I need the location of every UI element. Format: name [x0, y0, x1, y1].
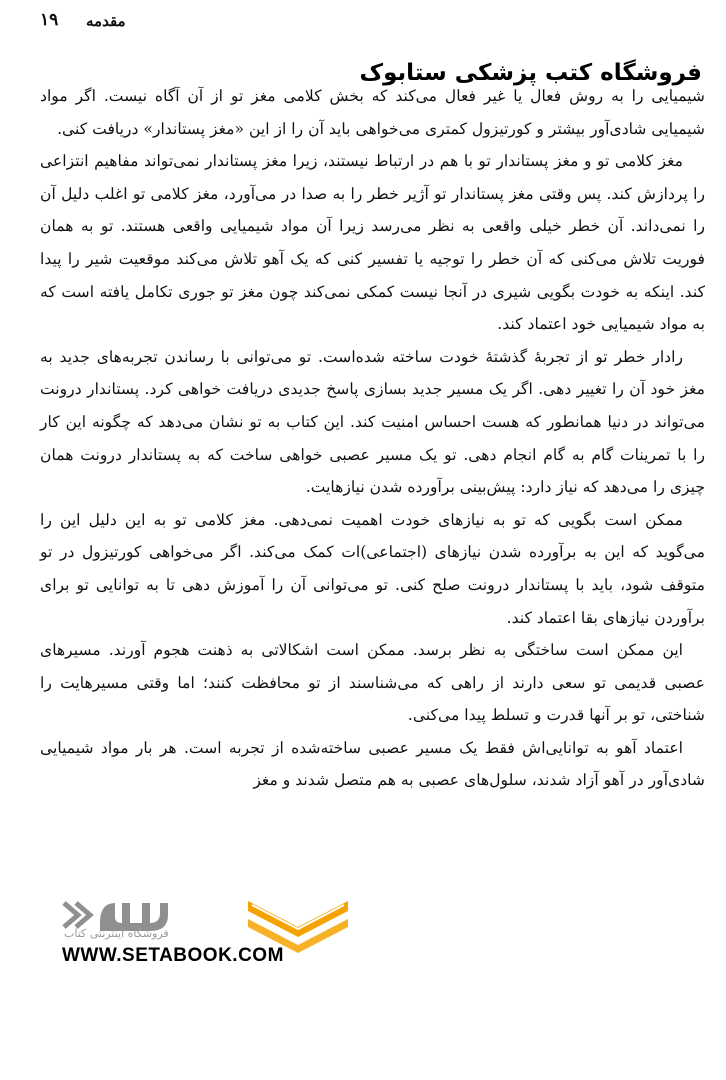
- paragraph-1: شیمیایی را به روش فعال یا غیر فعال می‌کند که بخش کلامی مغز تو از آن آگاه نیست. اگر مواد شیمیایی شادی‌آور بیشتر و کورتیزول کمتری می‌خواهی باید آن را از این «مغز پستاندار» دریافت کنی.: [40, 87, 705, 138]
- watermark-url: WWW.SETABOOK.COM: [62, 945, 284, 966]
- page-number: ۱۹: [40, 10, 59, 30]
- book-emblem-icon: [238, 887, 358, 957]
- paragraph-5: این ممکن است ساختگی به نظر برسد. ممکن است اشکالاتی به ذهنت هجوم آورند. مسیرهای عصبی قدیمی تو سعی دارند از راهی که می‌شناسند از تو محافظت کنند؛ اما وقتی مسیرهایت را شناختی، تو بر آنها قدرت و تسلط پیدا می‌کنی.: [40, 641, 705, 725]
- page-header: [0, 8, 726, 34]
- store-title-overlay: فروشگاه کتب پزشکی ستابوک: [359, 60, 702, 86]
- paragraph-4: ممکن است بگویی که تو به نیازهای خودت اهمیت نمی‌دهی. مغز کلامی تو به این دلیل این را می‌گوید که این به برآورده شدن نیازهای (اجتماعی)ات کمک می‌کند. اگر می‌خواهی کورتیزول در تو متوقف شود، باید با پستاندار درونت صلح کنی. تو می‌توانی آن را آموزش دهی تا به توانایی تو برای برآوردن نیازهای بقا اعتماد کند.: [40, 510, 705, 627]
- body-text: [40, 80, 705, 797]
- paragraph-3: رادار خطر تو از تجربهٔ گذشتهٔ خودت ساخته شده‌است. تو می‌توانی با رساندن تجربه‌های جدید به مغز خود آن را تغییر دهی. اگر یک مسیر جدید بسازی پاسخ جدیدی دریافت خواهی کرد. پستاندار درونت می‌تواند در دنیا همانطور که هست احساس امنیت کند. این کتاب به تو نشان می‌دهد که چگونه این کار را با تمرینات گام به گام انجام دهی. تو یک مسیر عصبی خواهی ساخت که به پستاندار درونت همان چیزی را می‌دهد که نیاز دارد: پیش‌بینی برآورده شدن نیازهایت.: [40, 347, 705, 497]
- setabook-watermark: [50, 895, 350, 985]
- paragraph-6: اعتماد آهو به توانایی‌اش فقط یک مسیر عصبی ساخته‌شده از تجربه است. هر بار مواد شیمیایی شادی‌آور در آهو آزاد شدند، سلول‌های عصبی به هم متصل شدند و مغز: [40, 738, 705, 790]
- watermark-subtitle: فروشگاه اینترنتی کتاب: [64, 927, 169, 940]
- chapter-title: مقدمه: [86, 12, 126, 30]
- paragraph-2: مغز کلامی تو و مغز پستاندار تو با هم در ارتباط نیستند، زیرا مغز پستاندار نمی‌تواند مفاهیم انتزاعی را پردازش کند. پس وقتی مغز پستاندار تو آژیر خطر را به صدا در می‌آورد، مغز کلامی تو اغلب دلیل آن را نمی‌داند. آن خطر خیلی واقعی به نظر می‌رسد زیرا آن مواد شیمیایی واقعی هستند. تو به همان فوریت تلاش می‌کنی که آن خطر را توجیه یا تفسیر کنی که یک آهو تلاش می‌کند موقعیت شیر را پیدا کند. اینکه به خودت بگویی شیری در آنجا نیست کمکی نمی‌کند چون مغز تو جوری تکامل یافته است که به مواد شیمیایی خود اعتماد کند.: [40, 152, 705, 334]
